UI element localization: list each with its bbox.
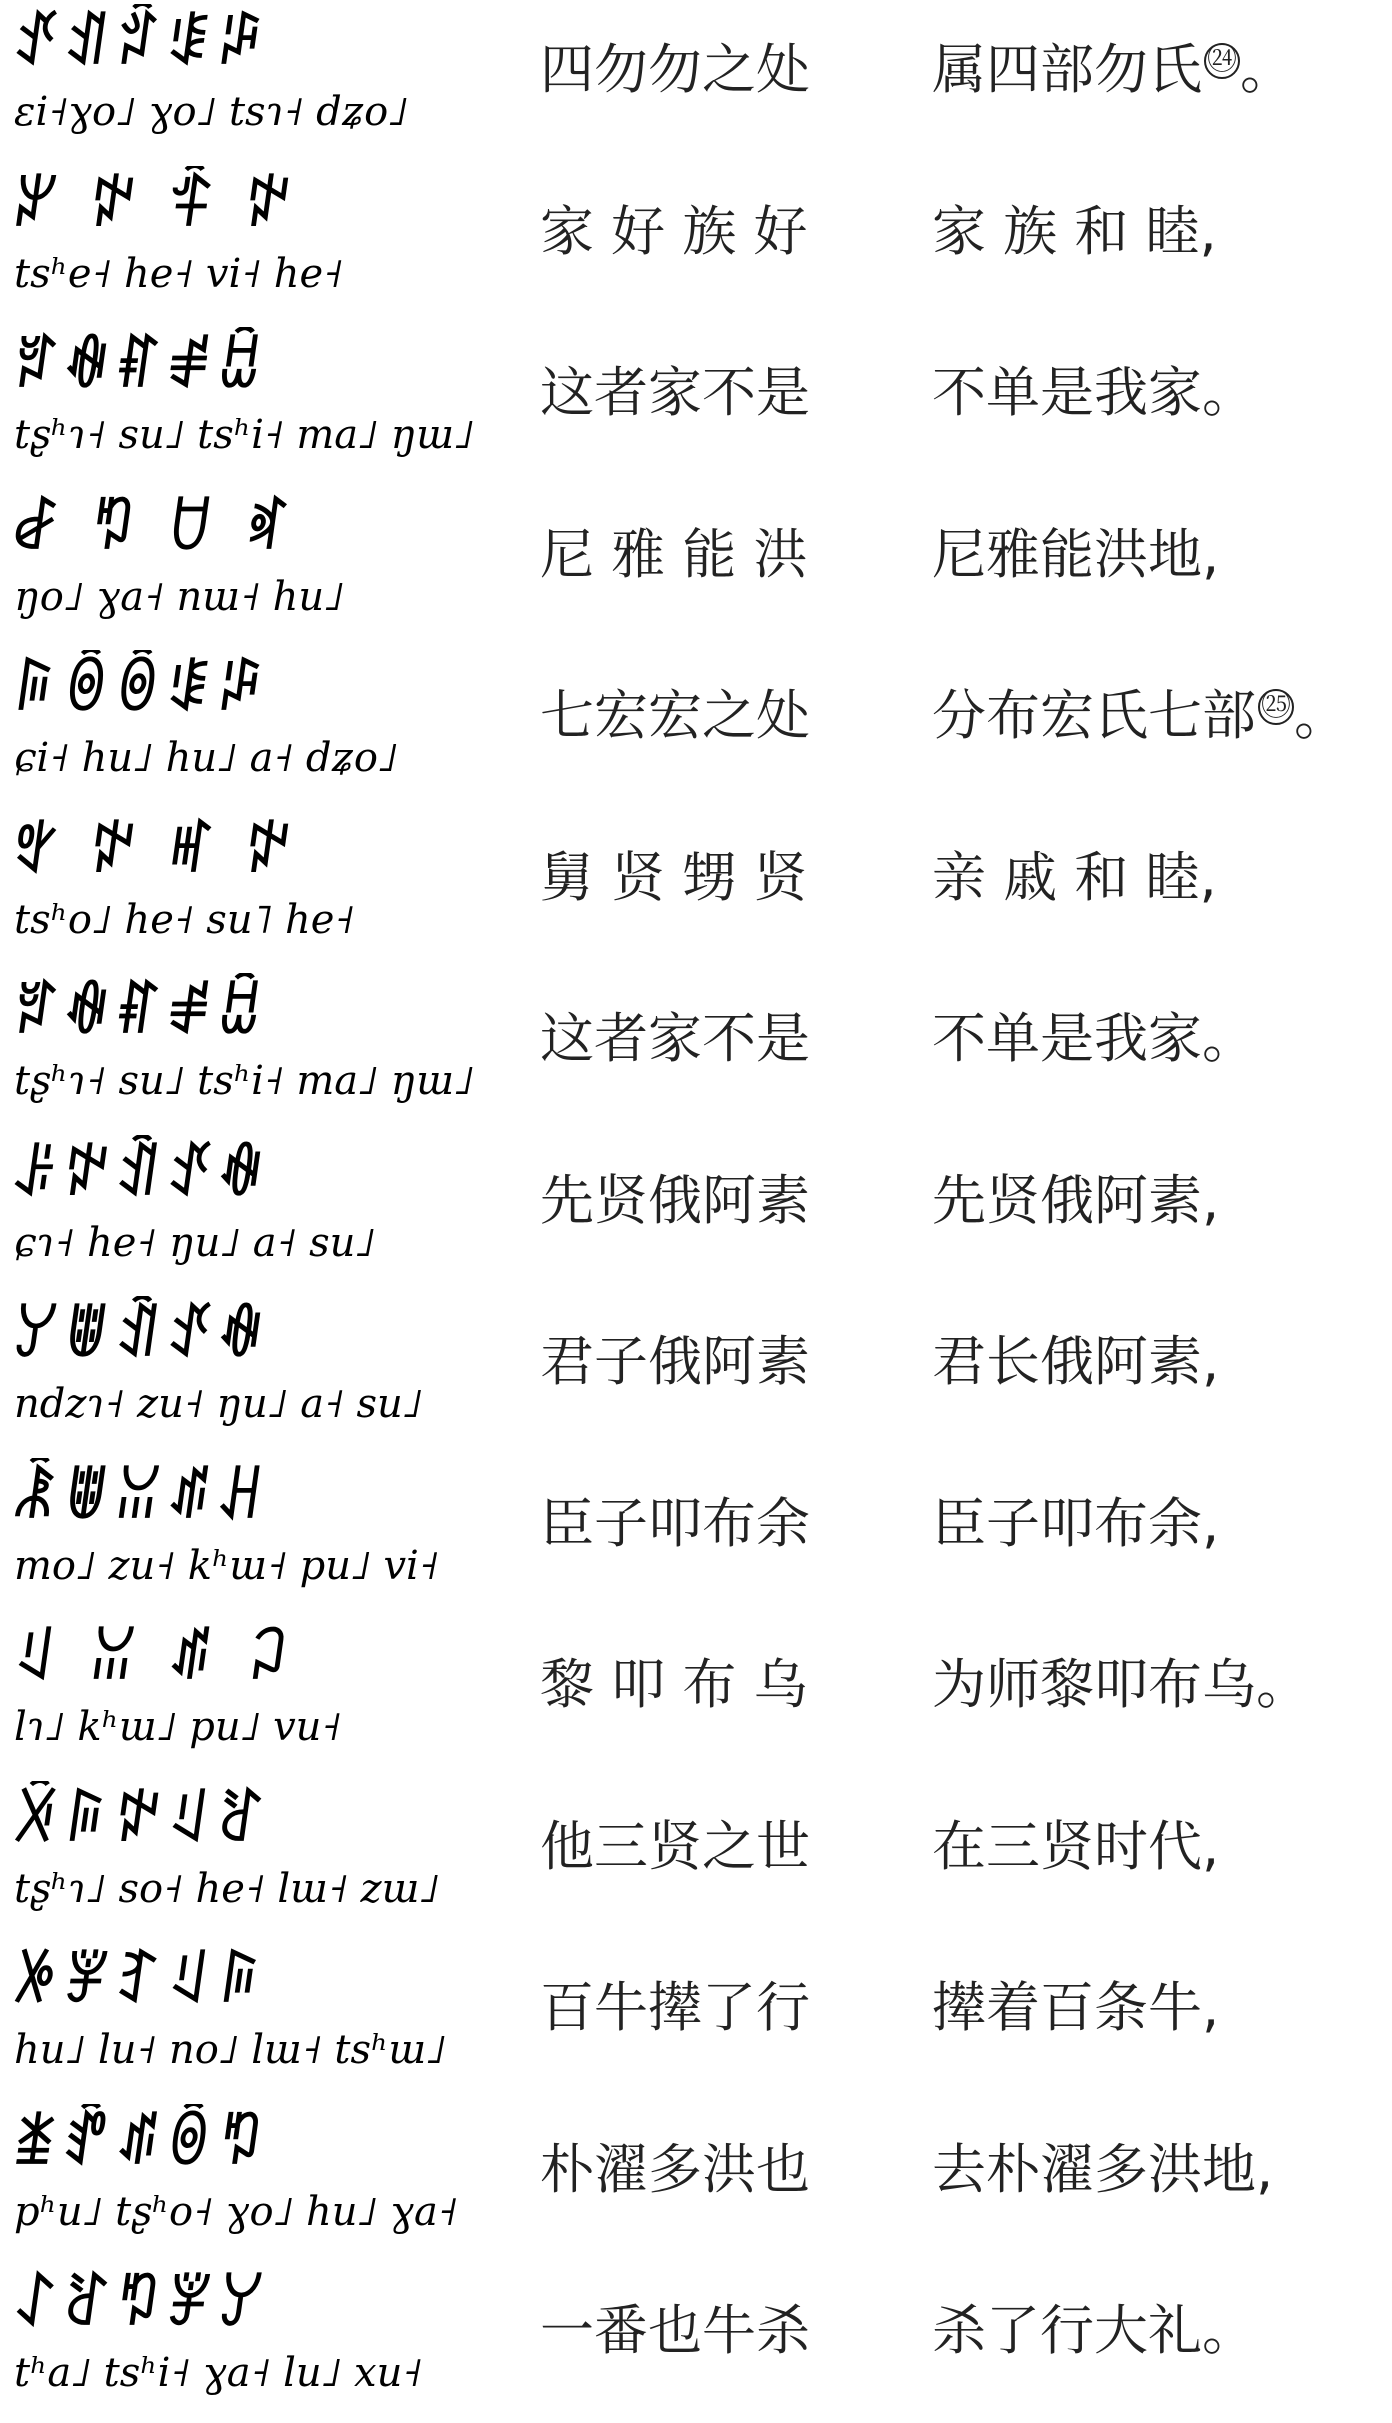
yi-script-line: ꆍꊿꐥꂱꀟ <box>7 332 274 400</box>
literal-translation: 他三贤之世 <box>540 1815 810 1878</box>
romanization-line: pʰu˩ tʂʰo˧ ɣo˩ hu˩ ɣa˧ <box>14 2189 458 2235</box>
verse-row <box>0 1131 1392 1293</box>
yi-script-line: ꏃ ꉢ ꍊ ꉢ <box>7 171 301 239</box>
free-translation-text: 撵着百条牛, <box>932 1976 1220 2039</box>
free-translation <box>932 1973 1377 2043</box>
free-translation-text: 亲 戚 和 睦, <box>932 846 1217 909</box>
free-translation <box>932 1004 1377 1074</box>
verse-row <box>0 1292 1392 1454</box>
free-translation-text: 尼雅能洪地, <box>932 523 1220 586</box>
free-translation <box>932 2135 1377 2205</box>
yi-script-line: ꌦꍔꀉꀋꊿ <box>7 1301 274 1369</box>
free-translation <box>932 1489 1377 1559</box>
free-translation <box>932 681 1377 751</box>
literal-translation: 一番也牛杀 <box>540 2299 810 2362</box>
free-translation <box>932 1812 1377 1882</box>
free-translation-text: 家 族 和 睦, <box>932 200 1217 263</box>
romanization-line: ndzɿ˧ zu˧ ŋu˩ a˧ su˩ <box>14 1381 423 1427</box>
romanization-line: lɿ˩ kʰɯ˩ pu˩ vu˧ <box>14 1704 342 1750</box>
free-translation-text: 属四部勿氏 <box>932 38 1202 101</box>
yi-script-line: ꃰ ꉢ ꎭ ꉢ <box>7 817 301 885</box>
literal-translation: 君子俄阿素 <box>540 1330 810 1393</box>
free-translation-text: 在三贤时代, <box>932 1815 1220 1878</box>
literal-translation: 这者家不是 <box>540 1007 810 1070</box>
yi-script-line: ꌠꉢꀉꀋꊿ <box>7 1140 274 1208</box>
yi-script-line: ꂾꍔꈍꁮꃅ <box>7 1463 274 1531</box>
romanization-line: tsʰo˩ he˧ su˥ he˧ <box>14 897 355 943</box>
romanization-line: ŋo˩ ɣa˧ nɯ˧ hu˩ <box>14 574 344 620</box>
yi-script-line: ꉼꇇꆈꆹꌕ <box>7 1947 274 2015</box>
yi-script-line: ꋋꌕꉢꆹꋒ <box>7 1786 274 1854</box>
verse-row <box>0 1454 1392 1616</box>
verse-row <box>0 485 1392 647</box>
literal-translation: 这者家不是 <box>540 361 810 424</box>
romanization-line: tʂʰɿ˩ so˧ he˧ lɯ˧ zɯ˩ <box>14 1866 440 1912</box>
literal-translation: 七宏宏之处 <box>540 684 810 747</box>
free-translation <box>932 1166 1377 1236</box>
verse-row <box>0 1777 1392 1939</box>
free-translation <box>932 1650 1377 1720</box>
free-translation-text: 去朴濯多洪地, <box>932 2138 1274 2201</box>
literal-translation: 四勿勿之处 <box>540 38 810 101</box>
free-translation-text: 杀了行大礼。 <box>932 2299 1256 2362</box>
literal-translation: 朴濯多洪也 <box>540 2138 810 2201</box>
free-translation <box>932 35 1377 105</box>
yi-script-line: ꆹ ꈍ ꁮ ꃀ <box>7 1624 301 1692</box>
free-translation <box>932 843 1377 913</box>
verse-row <box>0 162 1392 324</box>
literal-translation: 黎 叩 布 乌 <box>540 1653 808 1716</box>
verse-row <box>0 323 1392 485</box>
verse-row <box>0 2100 1392 2262</box>
free-translation-text: 君长俄阿素, <box>932 1330 1220 1393</box>
yi-script-line: ꁧꍙꁮꉺꑳ <box>7 2109 274 2177</box>
romanization-line: tʰa˩ tsʰi˧ ɣa˧ lu˩ xu˧ <box>14 2350 423 2396</box>
literal-translation: 臣子叩布余 <box>540 1492 810 1555</box>
romanization-line: hu˩ lu˧ no˩ lɯ˧ tsʰɯ˩ <box>14 2027 446 2073</box>
free-translation <box>932 520 1377 590</box>
romanization-line: mo˩ zu˧ kʰɯ˧ pu˩ vi˧ <box>14 1543 439 1589</box>
verse-row <box>0 808 1392 970</box>
free-translation <box>932 2296 1377 2366</box>
end-punctuation: 。 <box>1294 684 1348 747</box>
free-translation <box>932 358 1377 428</box>
footnote-marker: ㉔ <box>1204 43 1240 79</box>
free-translation <box>932 1327 1377 1397</box>
free-translation-text: 分布宏氏七部 <box>932 684 1256 747</box>
yi-script-line: ꌕꉺꉺꌐꈂ <box>7 655 274 723</box>
verse-row <box>0 2261 1392 2423</box>
free-translation <box>932 197 1377 267</box>
verse-row <box>0 1938 1392 2100</box>
free-translation-text: 臣子叩布余, <box>932 1492 1220 1555</box>
free-translation-text: 为师黎叩布乌。 <box>932 1653 1310 1716</box>
free-translation-text: 先贤俄阿素, <box>932 1169 1220 1232</box>
verse-row <box>0 969 1392 1131</box>
yi-script-line: ꋍꋒꑳꇇꌦ <box>7 2270 274 2338</box>
literal-translation: 百牛撵了行 <box>540 1976 810 2039</box>
yi-script-line: ꀋꀊꄁꌐꈂ <box>7 9 274 77</box>
verse-row <box>0 1615 1392 1777</box>
romanization-line: ɛi˧ɣo˩ ɣo˩ tsɿ˧ dʑo˩ <box>14 89 408 135</box>
romanization-line: ɕɿ˧ he˧ ŋu˩ a˧ su˩ <box>14 1220 376 1266</box>
end-punctuation: 。 <box>1240 38 1294 101</box>
yi-script-line: ꆀ ꑳ ꇴ ꉷ <box>7 494 301 562</box>
literal-translation: 舅 贤 甥 贤 <box>540 846 808 909</box>
romanization-line: tsʰe˧ he˧ vi˧ he˧ <box>14 251 343 297</box>
romanization-line: ɕi˧ hu˩ hu˩ a˧ dʑo˩ <box>14 735 398 781</box>
verse-row <box>0 646 1392 808</box>
free-translation-text: 不单是我家。 <box>932 361 1256 424</box>
free-translation-text: 不单是我家。 <box>932 1007 1256 1070</box>
romanization-line: tʂʰɿ˧ su˩ tsʰi˧ ma˩ ŋɯ˩ <box>14 412 474 458</box>
romanization-line: tʂʰɿ˧ su˩ tsʰi˧ ma˩ ŋɯ˩ <box>14 1058 474 1104</box>
footnote-marker: ㉕ <box>1258 689 1294 725</box>
literal-translation: 尼 雅 能 洪 <box>540 523 808 586</box>
verse-row <box>0 0 1392 162</box>
literal-translation: 先贤俄阿素 <box>540 1169 810 1232</box>
yi-script-line: ꆍꊿꐥꂱꀟ <box>7 978 274 1046</box>
literal-translation: 家 好 族 好 <box>540 200 808 263</box>
